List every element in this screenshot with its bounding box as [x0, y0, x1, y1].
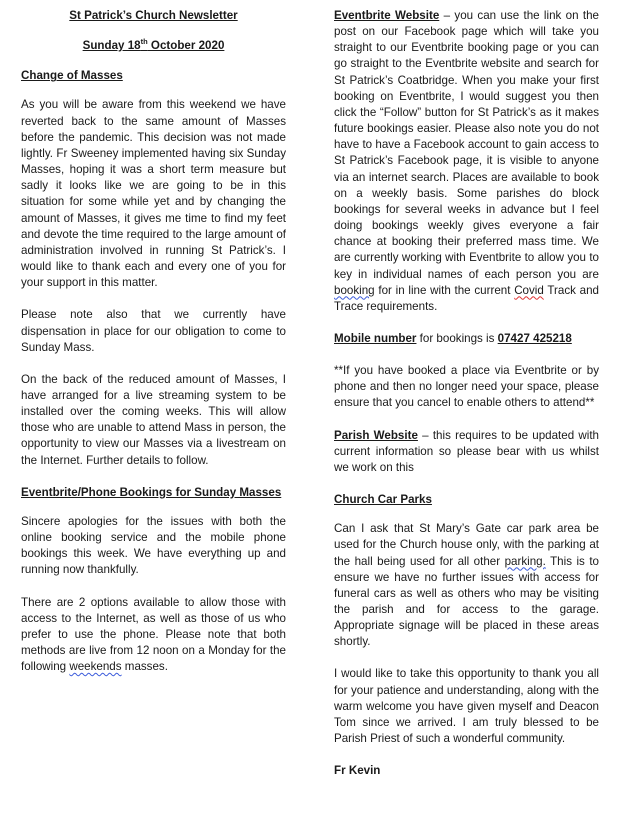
change-of-masses-paragraph-2: Please note also that we currently have dispensation in place for our obligation to come to Sunday Mass. — [21, 308, 286, 354]
car-parks-paragraph — [334, 521, 599, 650]
mobile-number-text: for bookings is — [416, 331, 498, 345]
section-heading-bookings: Eventbrite/Phone Bookings for Sunday Masses — [21, 485, 282, 499]
mobile-phone-number: 07427 425218 — [497, 331, 572, 345]
eventbrite-text-end: Track and Trace requirements. — [334, 283, 599, 313]
bookings-options-text: There are 2 options available to allow those with access to the Internet, as well as those of us who prefer to use the phone. Please note that both methods are live from 12 noon on a Monday for the following — [21, 595, 286, 674]
car-parks-text-end: This is to ensure we have no further issues with access for funeral cars as well as others who may be visiting the parish and for access to the garage. Appropriate signage will be placed in these areas shortly. — [334, 554, 599, 649]
eventbrite-text-mid: for in line with the current — [374, 283, 515, 297]
parish-website-text: – this requires to be updated with current information so please bear with us whilst we work on this — [334, 428, 600, 474]
bookings-options-paragraph — [21, 595, 286, 676]
left-column — [21, 8, 286, 691]
date-ordinal: th — [140, 37, 148, 47]
right-column — [334, 8, 599, 795]
grammar-flagged-word[interactable]: weekends — [69, 660, 122, 674]
newsletter-title: St Patrick’s Church Newsletter — [69, 9, 238, 22]
mobile-number-paragraph — [334, 331, 599, 347]
livestream-paragraph: On the back of the reduced amount of Masses, I have arranged for a live streaming system to be installed over the coming weeks. This will allow those who are unable to attend Mass in person, the opportunity to view our Masses via a livestream on the Internet. Further details to follow. — [21, 372, 286, 467]
date-month-year: October 2020 — [147, 39, 225, 53]
change-of-masses-paragraph-1: As you will be aware from this weekend we have reverted back to the same amount of Masses before the pandemic. This decision was not made lightly. Fr Sweeney implemented having six Sunday Masses, hoping it was a short term measure but sadly it looks like we are going to be in this situation for some while yet and by changing the amount of Masses, it gives me time to find my feet and devote the time required to the large amount of administration involved in running St Patrick’s. I would like to thank each and every one of you for your support in this matter. — [21, 98, 286, 290]
spelling-flagged-word-covid[interactable]: Covid — [514, 283, 544, 297]
cancel-note-paragraph: **If you have booked a place via Eventbrite or by phone and then no longer need your space, please ensure that you cancel to enable others to attend** — [334, 364, 599, 410]
grammar-flagged-word-booking[interactable]: booking — [334, 283, 375, 297]
eventbrite-website-paragraph — [334, 8, 599, 315]
signature: Fr Kevin — [334, 764, 381, 778]
grammar-flagged-word-parking[interactable]: parking. — [504, 554, 546, 568]
bookings-options-text-end: masses. — [121, 660, 168, 674]
eventbrite-website-lead: Eventbrite Website — [334, 9, 440, 22]
eventbrite-text: – you can use the link on the post on our Facebook page which will take you straight to our Eventbrite booking page or you can go straight to the Eventbrite website and search for St Patrick’s Coatbridge. When you make your first booking on Eventbrite, I would suggest you then click the “Follow” button for St Patrick’s as it makes future bookings easier. Please also note you do not have to have a Facebook account to gain access to St Patrick’s Facebook page, it is visible to anyone via an internet search. Places are available to book on a weekly basis. Some parishes do block bookings for several weeks in advance but I feel doing bookings weekly gives everyone a fair chance at booking their preferred mass time. We are currently working with Eventbrite to allow you to key in individual names of each person you are — [334, 9, 599, 281]
thanks-paragraph: I would like to take this opportunity to thank you all for your patience and understanding, along with the warm welcome you have given myself and Deacon Tom since we arrived. I am truly blessed to be Parish Priest of such a wonderful community. — [334, 667, 599, 746]
newsletter-date — [21, 38, 286, 54]
parish-website-lead: Parish Website — [334, 428, 418, 442]
mobile-number-lead: Mobile number — [334, 331, 417, 345]
parish-website-paragraph — [334, 428, 599, 476]
bookings-apology-paragraph: Sincere apologies for the issues with both the online booking service and the mobile phone bookings this week. We have everything up and running now thankfully. — [21, 514, 286, 577]
car-parks-text: Can I ask that St Mary’s Gate car park area be used for the Church house only, with the parking at the hall being used for all other — [334, 522, 599, 568]
section-heading-change-of-masses: Change of Masses — [21, 69, 123, 83]
section-heading-car-parks: Church Car Parks — [334, 493, 432, 507]
date-day: Sunday 18 — [82, 39, 141, 53]
